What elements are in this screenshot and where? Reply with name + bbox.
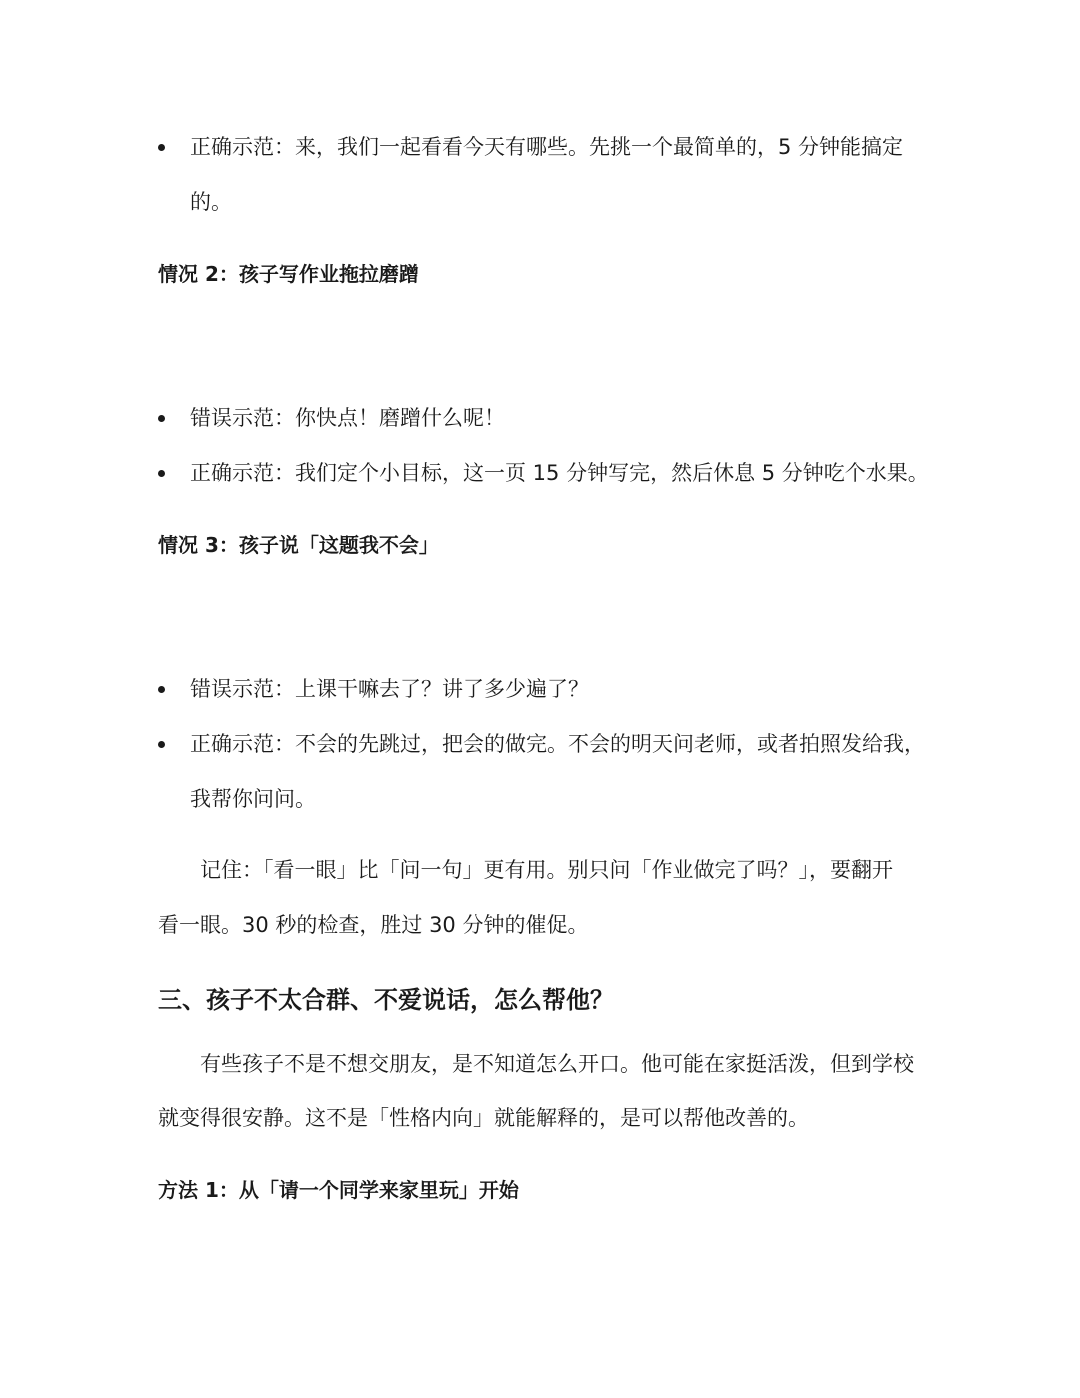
- bullet-dot: [158, 144, 165, 151]
- remember-paragraph-line-1: 记住：「看一眼」比「问一句」更有用。别只问「作业做完了吗？」，要翻开: [200, 858, 893, 882]
- case-3-heading: 情况 3：孩子说「这题我不会」: [158, 533, 439, 557]
- section-3-heading: 三、孩子不太合群、不爱说话，怎么帮他？: [158, 986, 614, 1014]
- bullet-dot: [158, 415, 165, 422]
- case-2-heading: 情况 2：孩子写作业拖拉磨蹭: [158, 262, 419, 286]
- bullet-correct-example-1: 正确示范：来，我们一起看看今天有哪些。先挑一个最简单的，5 分钟能搞定: [190, 135, 904, 159]
- bullet-dot: [158, 741, 165, 748]
- remember-paragraph-line-2: 看一眼。30 秒的检查，胜过 30 分钟的催促。: [158, 913, 589, 937]
- bullet-correct-example-1-cont: 的。: [190, 190, 232, 214]
- case-2-correct-example: 正确示范：我们定个小目标，这一页 15 分钟写完，然后休息 5 分钟吃个水果。: [190, 461, 929, 485]
- bullet-dot: [158, 686, 165, 693]
- method-1-heading: 方法 1：从「请一个同学来家里玩」开始: [158, 1178, 519, 1202]
- case-3-correct-example: 正确示范：不会的先跳过，把会的做完。不会的明天问老师，或者拍照发给我，: [190, 732, 925, 756]
- section-3-paragraph-line-2: 就变得很安静。这不是「性格内向」就能解释的，是可以帮他改善的。: [158, 1106, 809, 1130]
- case-3-correct-example-cont: 我帮你问问。: [190, 787, 316, 811]
- case-2-wrong-example: 错误示范：你快点！磨蹭什么呢！: [190, 406, 505, 430]
- section-3-paragraph-line-1: 有些孩子不是不想交朋友，是不知道怎么开口。他可能在家挺活泼，但到学校: [200, 1052, 914, 1076]
- case-3-wrong-example: 错误示范：上课干嘛去了？讲了多少遍了？: [190, 677, 589, 701]
- bullet-dot: [158, 470, 165, 477]
